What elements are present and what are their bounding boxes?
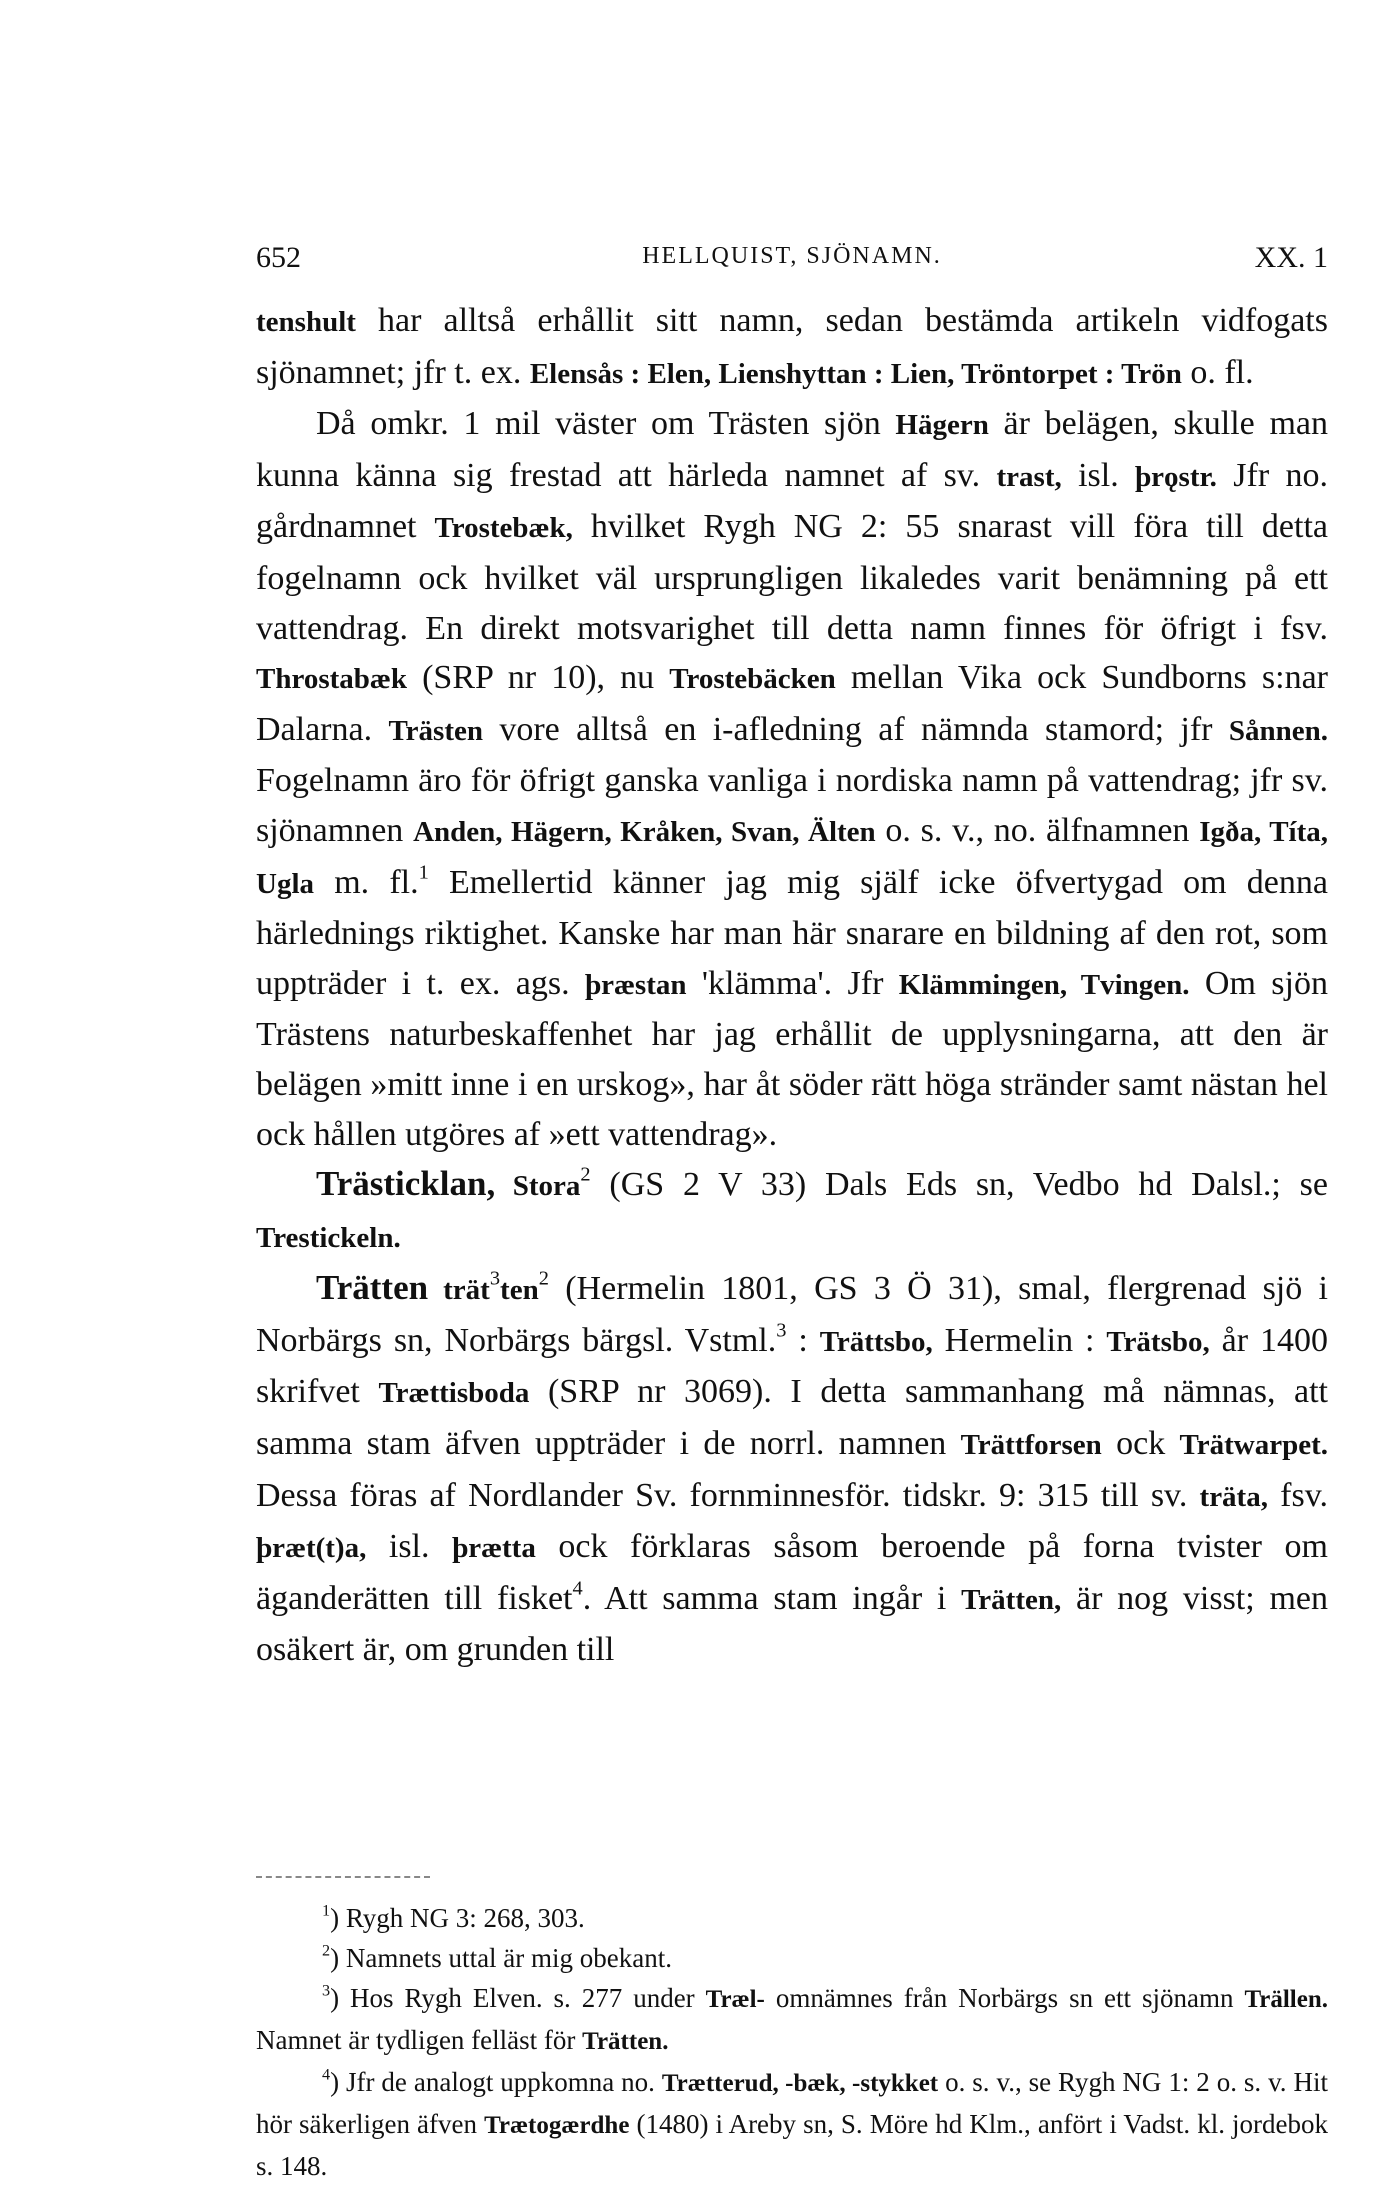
running-title: HELLQUIST, SJÖNAMN.: [642, 243, 942, 269]
footnote-mark: 2: [322, 1941, 331, 1960]
term: þræstan: [584, 968, 687, 1001]
term: träta,: [1199, 1480, 1268, 1513]
text-run: vore alltså en i-afledning af nämnda stamord; jfr: [482, 710, 1229, 748]
term: Trätwarpet.: [1179, 1429, 1328, 1462]
footnote-mark: 3: [322, 1981, 331, 2000]
footnotes: [256, 1898, 1328, 2186]
text-run: o. fl.: [1181, 353, 1254, 391]
text-run: . Att samma stam ingår i: [582, 1579, 962, 1617]
text-run: isl.: [366, 1528, 453, 1566]
text-run: 'klämma'. Jfr: [686, 964, 899, 1002]
term: þræt(t)a,: [256, 1532, 367, 1565]
text-run: (GS 2 V 33) Dals Eds sn, Vedbo hd Dalsl.; se: [590, 1166, 1328, 1204]
text-run: mellan Vika ock Sundborns s:nar Dalarna.: [256, 659, 1328, 748]
text-run: Om sjön Trästens naturbeskaffenhet har jag erhållit de upplysningarna, att den är belägen »mitt inne i en urskog», har åt söder rätt höga stränder samt nästan hel ock hållen utgöres af »ett vattendrag».: [256, 964, 1328, 1153]
text-run: hvilket Rygh NG 2: 55 snarast vill föra till detta fogelnamn ock hvilket väl ursprungligen likaledes varit benämning på ett vattendrag. En direkt motsvarighet till detta namn finnes för öfrigt i fsv.: [256, 508, 1328, 647]
text-run: o. s. v., no. älfnamnen: [875, 811, 1200, 849]
footnote-3: [256, 1978, 1328, 2062]
text-run: Hermelin :: [932, 1321, 1107, 1359]
term: þrætta: [452, 1532, 536, 1565]
footnote-ref: 4: [572, 1577, 583, 1600]
text-run: Fogelnamn äro för öfrigt ganska vanliga i nordiska namn på vattendrag; jfr sv. sjönamnen: [256, 762, 1328, 849]
text-run: :: [786, 1321, 820, 1359]
text-run: är nog visst; men osäkert är, om grunden till: [256, 1579, 1328, 1669]
footnote-mark: 4: [322, 2065, 331, 2084]
text-run: Emellertid känner jag mig själf icke öfvertygad om denna härlednings riktighet. Kanske har man här snarare en bildning af den rot, som uppträder i t. ex. ags.: [256, 863, 1328, 1002]
paragraph-1: [256, 296, 1328, 399]
term: Hägern: [895, 409, 989, 442]
term: Træl-: [705, 1986, 765, 2013]
term: Trästen: [388, 714, 483, 747]
term: Trällen.: [1244, 1986, 1328, 2013]
text-run: har alltså erhållit sitt namn, sedan bestämda artikeln vidfogats sjönamnet; jfr t. ex.: [256, 302, 1328, 391]
footnote-1: [256, 1898, 1328, 1938]
term: Trättsbo,: [819, 1325, 933, 1358]
text-run: isl.: [1061, 456, 1136, 494]
body-text: [256, 296, 1328, 1675]
text-run: är belägen, skulle man kunna känna sig frestad att härleda namnet af sv.: [256, 405, 1328, 494]
footnote-text: ) Rygh NG 3: 268, 303.: [330, 1903, 585, 1933]
footnote-text: (1480) i Areby sn, S. Möre hd Klm., anfört i Vadst. kl. jordebok s. 148.: [256, 2109, 1329, 2181]
term: Trätten.: [582, 2028, 669, 2055]
paragraph-4: [256, 1263, 1328, 1675]
term: Trätten,: [961, 1583, 1062, 1616]
text-run: ock förklaras såsom beroende på forna tvister om äganderätten till fisket: [256, 1528, 1328, 1617]
footnote-mark: 1: [322, 1901, 331, 1920]
footnote-text: o. s. v., se Rygh NG 1: 2 o. s. v. Hit hör säkerligen äfven: [256, 2067, 1328, 2139]
term: Trætogærdhe: [484, 2112, 630, 2139]
text-run: år 1400 skrifvet: [256, 1321, 1329, 1411]
text-run: m. fl.: [314, 863, 419, 901]
footnote-ref: 2: [580, 1163, 591, 1186]
footnote-text: Namnet är tydligen felläst för: [256, 2025, 583, 2055]
term: þrǫstr.: [1135, 460, 1217, 493]
term: trast,: [996, 460, 1062, 493]
term: Throstabæk: [256, 663, 407, 696]
term: Trostebäcken: [669, 663, 836, 696]
text-run: fsv.: [1267, 1476, 1328, 1514]
term: Trättforsen: [960, 1429, 1102, 1462]
footnote-text: ) Jfr de analogt uppkomna no.: [330, 2067, 662, 2097]
footnote-ref: 2: [538, 1268, 549, 1291]
accent-mark: 3: [489, 1268, 501, 1291]
term: Stora: [495, 1170, 581, 1203]
term: Trætterud, -bæk, -stykket: [661, 2070, 939, 2097]
term: Trostebæk,: [434, 512, 573, 545]
footnote-ref: 3: [776, 1319, 787, 1342]
text-run: Då omkr. 1 mil väster om Trästen sjön: [316, 405, 896, 443]
text-run: (Hermelin 1801, GS 3 Ö 31), smal, flergrenad sjö i Norbärgs sn, Norbärgs bärgsl. Vstml.: [256, 1270, 1329, 1359]
footnote-2: [256, 1938, 1328, 1978]
page-number: 652: [256, 241, 301, 274]
term: tenshult: [256, 306, 356, 338]
footnote-text: omnämnes från Norbärgs sn ett sjönamn: [764, 1983, 1245, 2013]
term: Igða, Títa, Ugla: [256, 815, 1329, 900]
term: Klämmingen, Tvingen.: [898, 968, 1190, 1001]
paragraph-3: [256, 1159, 1328, 1263]
volume-number: XX. 1: [1254, 241, 1328, 274]
term: Sånnen.: [1228, 714, 1328, 747]
text-run: Dessa föras af Nordlander Sv. fornminnesför. tidskr. 9: 315 till sv.: [256, 1476, 1200, 1514]
term: Elensås : Elen, Lienshyttan : Lien, Tröntorpet : Trön: [529, 357, 1182, 390]
headword: Trätten: [316, 1268, 429, 1308]
text-run: ock: [1101, 1425, 1180, 1463]
footnote-4: [256, 2062, 1328, 2186]
term: Trestickeln.: [256, 1221, 401, 1254]
text-run: (SRP nr 10), nu: [406, 659, 670, 697]
term: trät: [428, 1274, 490, 1307]
paragraph-2: [256, 399, 1328, 1159]
footnote-text: ) Hos Rygh Elven. s. 277 under: [330, 1983, 706, 2013]
headword: Trästicklan,: [316, 1164, 496, 1204]
term: Trätsbo,: [1106, 1325, 1210, 1358]
footnote-text: ) Namnets uttal är mig obekant.: [330, 1943, 672, 1973]
text-run: Jfr no. gårdnamnet: [256, 456, 1328, 546]
term: ten: [500, 1274, 539, 1307]
footnote-ref: 1: [418, 861, 429, 884]
text-run: (SRP nr 3069). I detta sammanhang må nämnas, att samma stam äfven uppträder i de norrl. namnen: [256, 1373, 1329, 1463]
term: Trættisboda: [378, 1377, 530, 1410]
running-header: [256, 241, 1328, 281]
term: Anden, Hägern, Kråken, Svan, Älten: [413, 815, 876, 848]
footnote-divider: [256, 1876, 430, 1878]
